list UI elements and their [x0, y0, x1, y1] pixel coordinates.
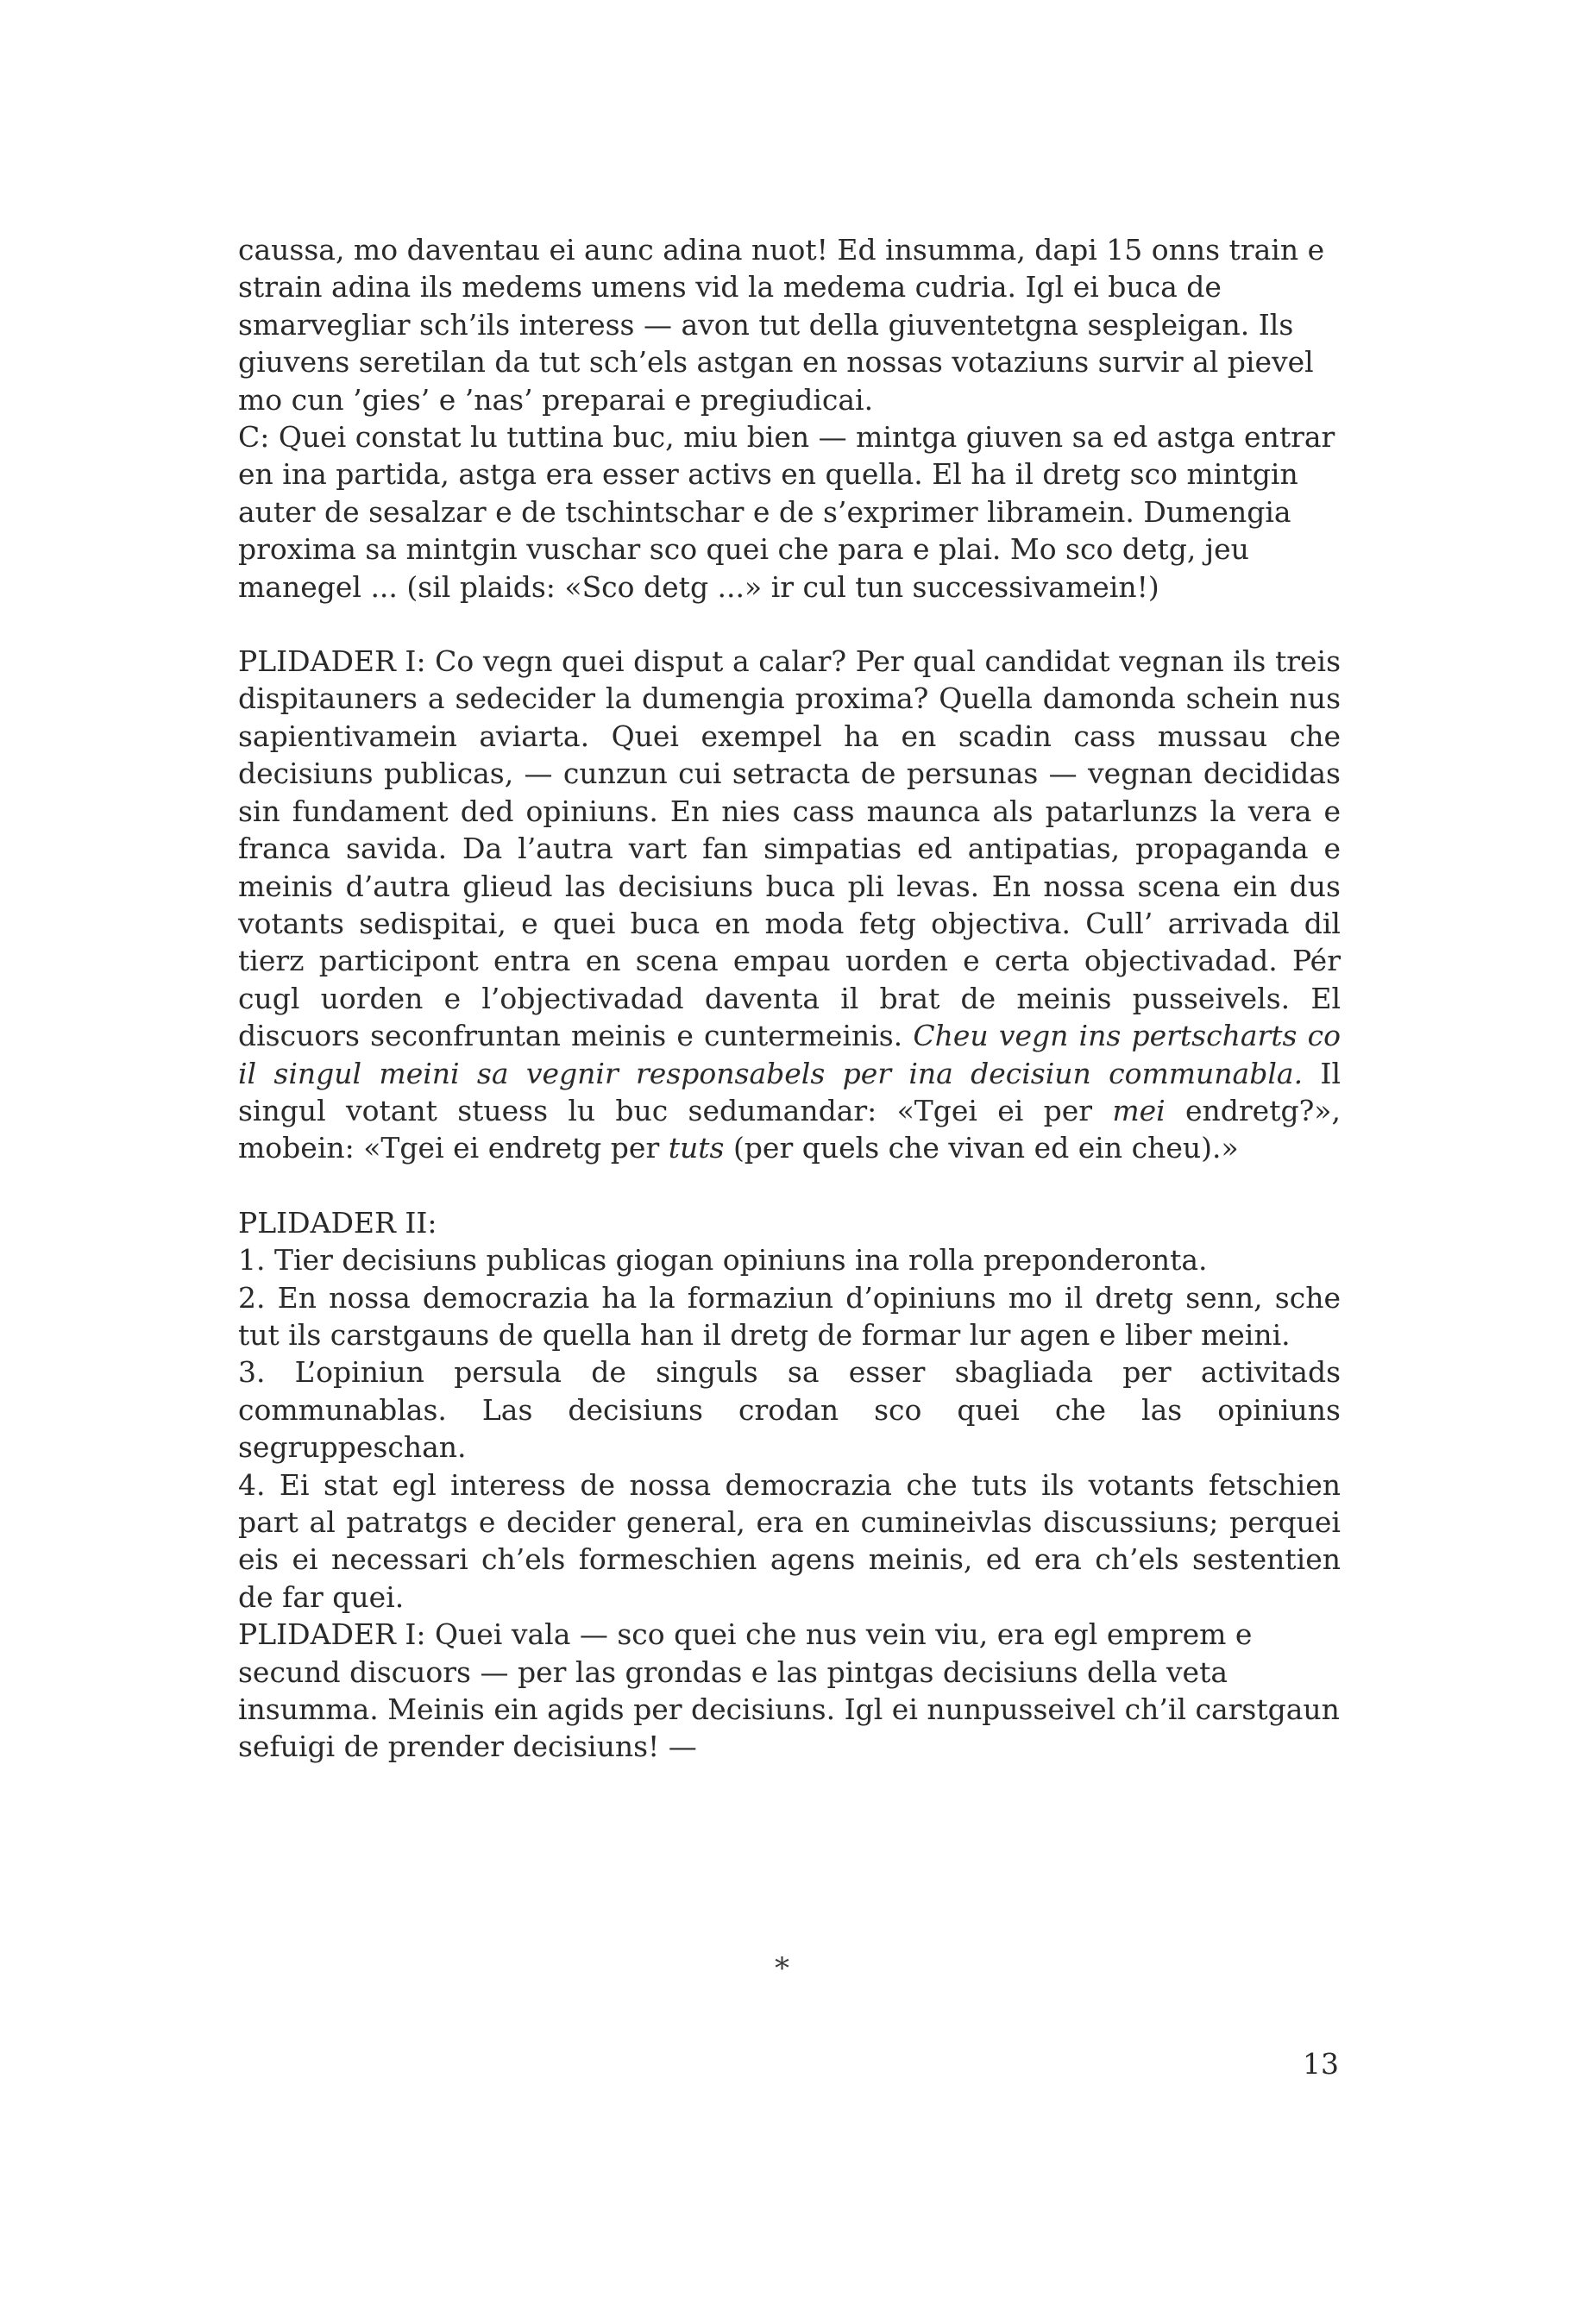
list-item-3: 3. L’opiniun persula de singuls sa esser sbagliada per activitads communablas. Las decisiuns crodan sco quei che las opiniuns segruppeschan. — [238, 1355, 1341, 1465]
paragraph-plidader-1-closing: PLIDADER I: Quei vala — sco quei che nus vein viu, era egl emprem e secund discuors — per las grondas e las pintgas decisiuns della veta insumma. Meinis ein agids per decisiuns. Igl ei nunpusseivel ch’il carstgaun sefuigi de prender decisiuns! — — [238, 1617, 1340, 1764]
list-item-2: 2. En nossa democrazia ha la formaziun d’opiniuns mo il dretg senn, sche tut ils carstgauns de quella han il dretg de formar lur agen e liber meini. — [238, 1280, 1341, 1352]
plidader-2-heading: PLIDADER II: — [238, 1205, 437, 1240]
paragraph-gap — [238, 1167, 1341, 1204]
paragraph-plidader-1 — [238, 643, 1341, 1167]
emphasis-tuts: tuts — [668, 1131, 725, 1165]
emphasis-mei: mei — [1112, 1093, 1166, 1127]
paragraph-gap — [238, 606, 1341, 643]
page-number: 13 — [1303, 2047, 1339, 2081]
section-separator-asterisk: * — [775, 1951, 789, 1986]
paragraph-dialogue-1: caussa, mo daventau ei aunc adina nuot! Ed insumma, dapi 15 onns train e strain adina ils medems umens vid la medema cudria. Igl ei buca de smarvegliar sch’ils interess — avon tut della giuventetgna sespleigan. Ils giuvens seretilan da tut sch’els astgan en nossas votaziuns survir al pievel mo cun ’gies’ e ’nas’ preparai e pregiudicai. — [238, 233, 1325, 417]
plidader-1-question-2: endretg?», mobein: «Tgei ei endretg per — [238, 1093, 1341, 1165]
plidader-1-question: Il singul votant stuess lu buc sedumandar: «Tgei ei per — [238, 1056, 1342, 1127]
plidader-1-italic: Cheu vegn ins pertscharts co il singul meini sa vegnir responsabels per ina decisiun communabla. — [238, 1019, 1341, 1090]
page-body — [238, 231, 1341, 1766]
plidader-1-end: (per quels che vivan ed ein cheu).» — [732, 1131, 1239, 1165]
plidader-1-text: PLIDADER I: Co vegn quei disput a calar? Per qual candidat vegnan ils treis dispitauners a sedecider la dumengia proxima? Quella damonda schein nus sapientivamein aviarta. Quei exempel ha en scadin cass mussau che decisiuns publicas, — cunzun cui setracta de persunas — vegnan decididas sin fundament ded opiniuns. En nies cass maunca als patarlunzs la vera e franca savida. Da l’autra vart fan simpatias ed antipatias, propaganda e meinis d’autra glieud las decisiuns buca pli levas. En nossa scena ein dus votants sedispitai, e quei buca en moda fetg objectiva. Cull’ arrivada dil tierz participont entra en scena empau uorden e certa objectivadad. Pér cugl uorden e l’objectivadad daventa il brat de meinis pusseivels. El discuors seconfruntan meinis e cuntermeinis. — [238, 644, 1341, 1053]
paragraph-dialogue-c: C: Quei constat lu tuttina buc, miu bien — mintga giuven sa ed astga entrar en ina partida, astga era esser activs en quella. El ha il dretg sco mintgin auter de sesalzar e de tschintschar e de s’exprimer libramein. Dumengia proxima sa mintgin vuschar sco quei che para e plai. Mo sco detg, jeu manegel ... (sil plaids: «Sco detg ...» ir cul tun successivamein!) — [238, 420, 1335, 604]
list-item-4: 4. Ei stat egl interess de nossa democrazia che tuts ils votants fetschien part al patratgs e decider general, era en cumineivlas discussiuns; perquei eis ei necessari ch’els formeschien agens meinis, ed era ch’els sestentien de far quei. — [238, 1467, 1341, 1614]
list-item-1: 1. Tier decisiuns publicas giogan opiniuns ina rolla preponderonta. — [238, 1243, 1208, 1278]
